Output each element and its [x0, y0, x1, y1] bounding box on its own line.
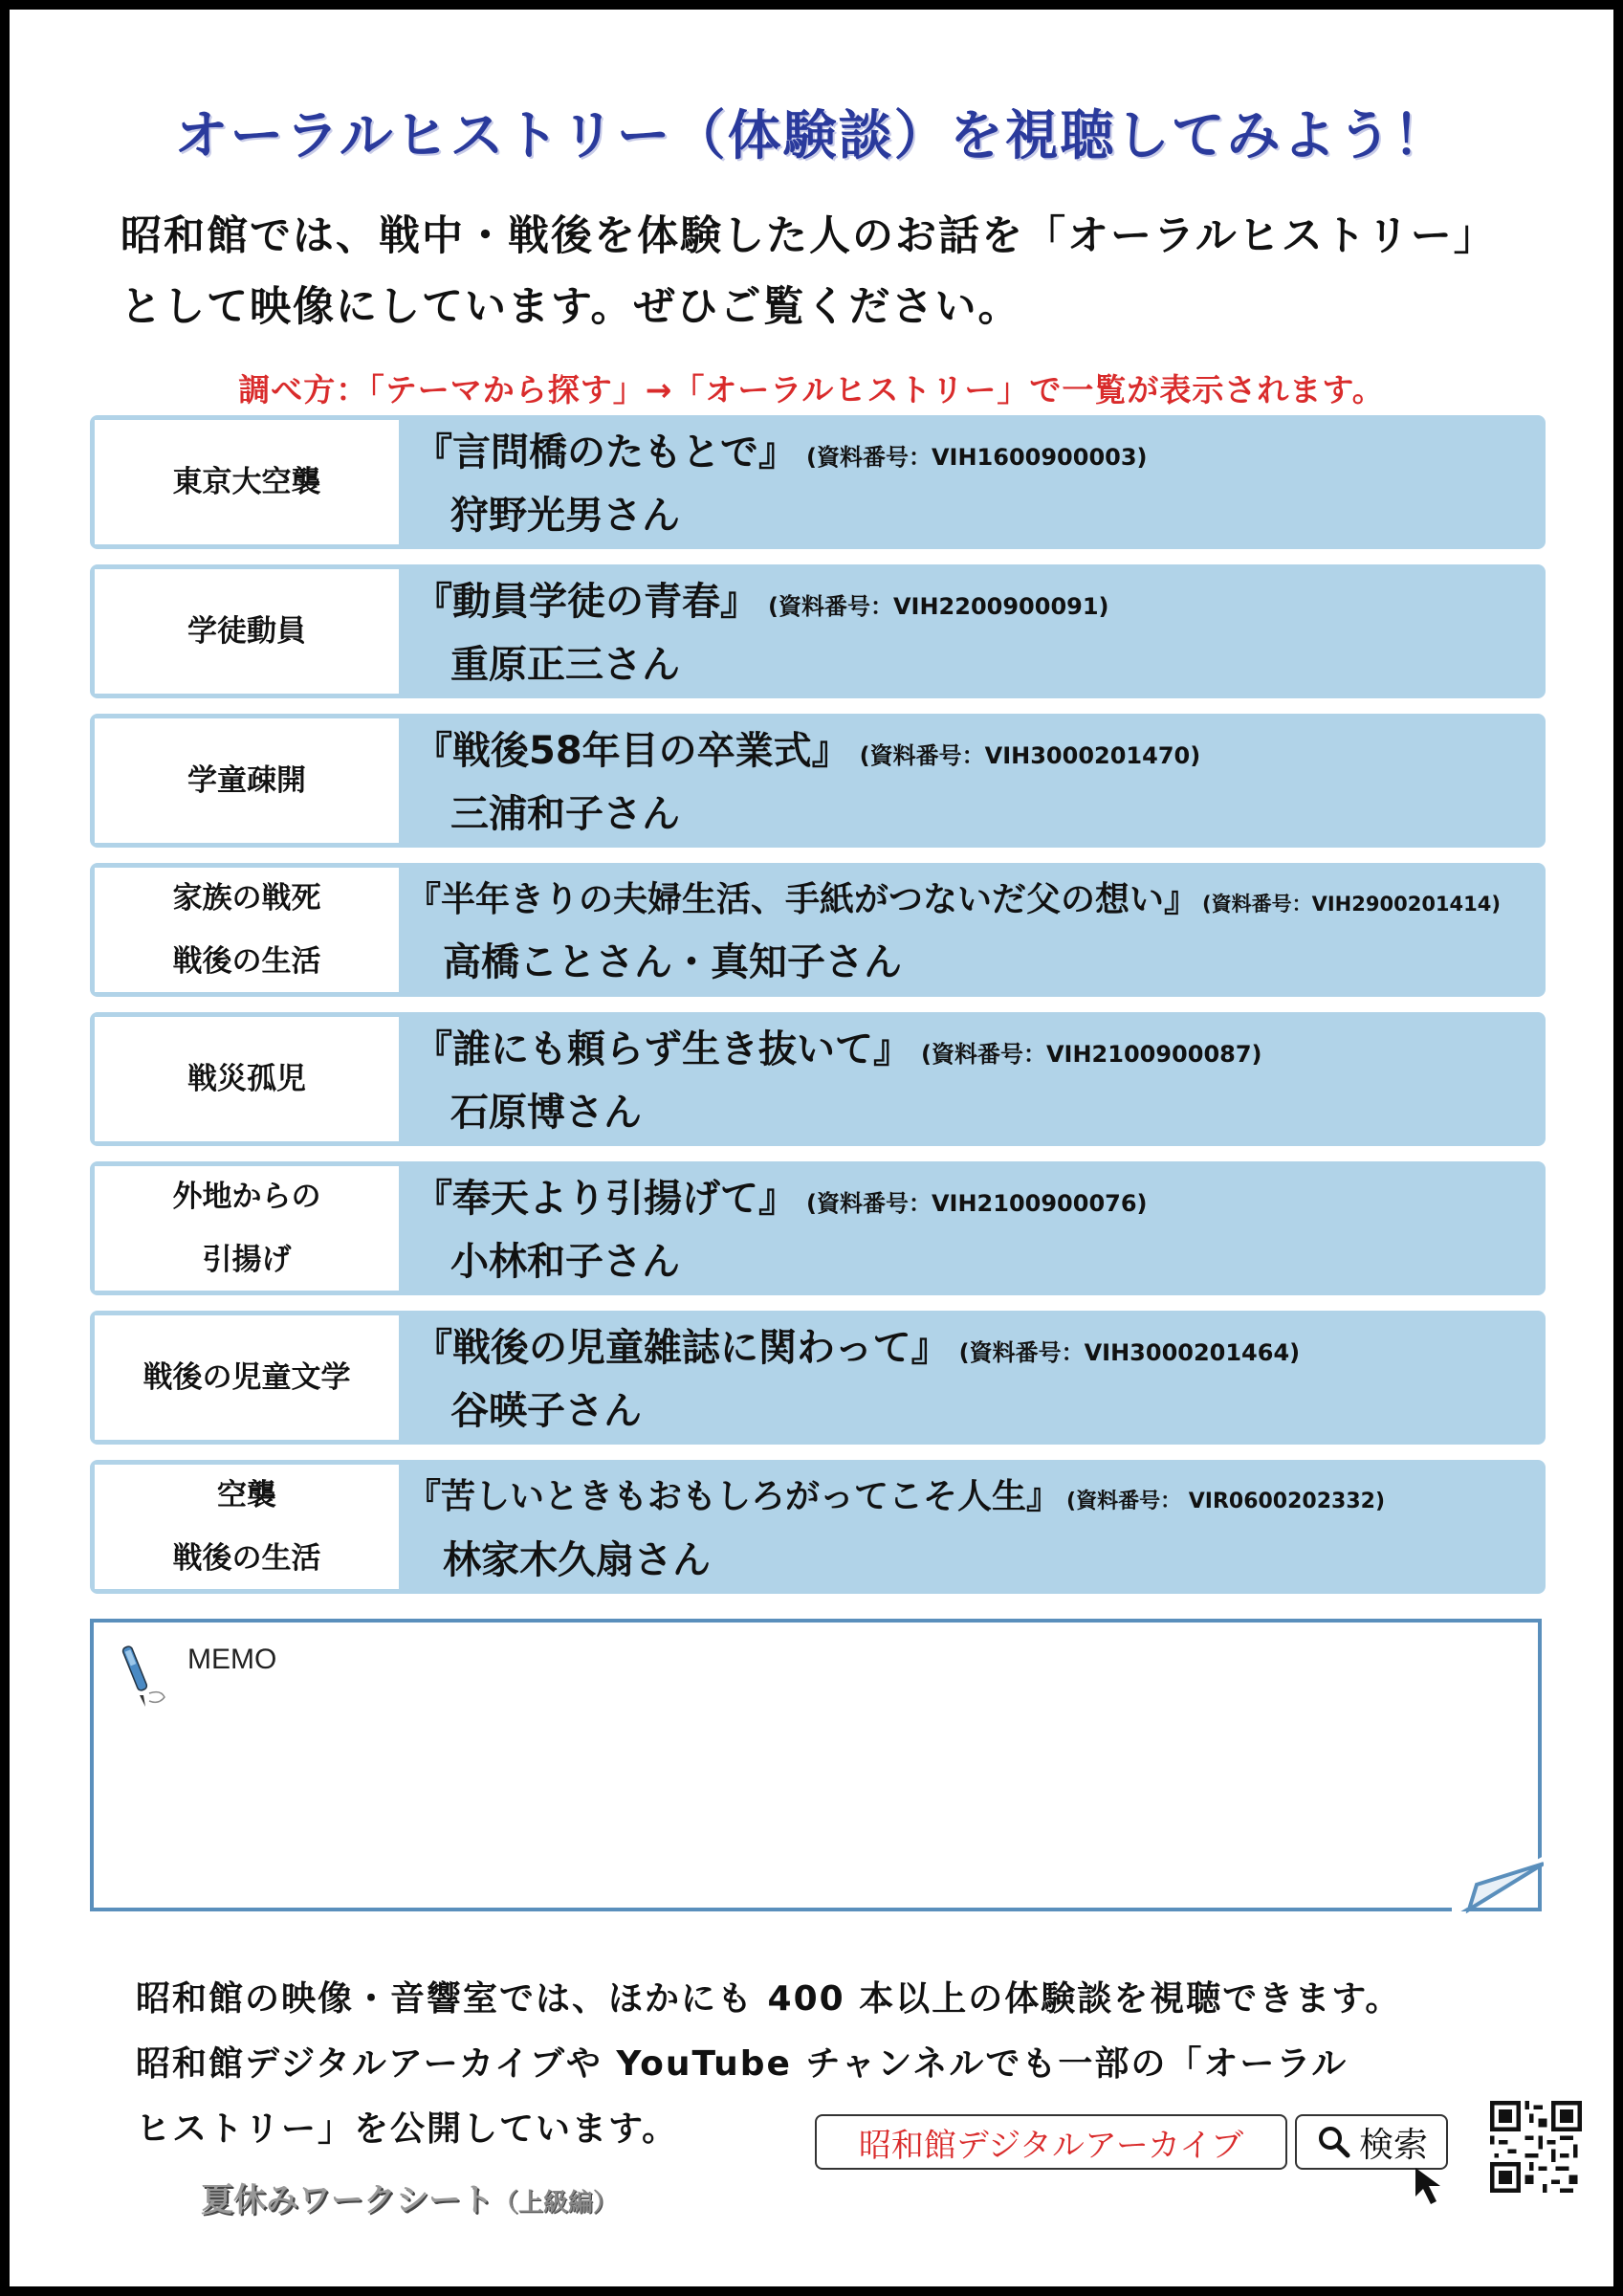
reference-number: (資料番号：VIH3000201470) — [859, 742, 1201, 769]
howto-instructions: 調べ方：「テーマから探す」→「オーラルヒストリー」で一覧が表示されます。 — [238, 371, 1385, 408]
worksheet-label — [201, 2174, 618, 2220]
theme-cell — [95, 1017, 399, 1141]
oral-history-row — [90, 863, 1546, 997]
film-title: 『苦しいときもおもしろがってこそ人生』 — [406, 1477, 1062, 1516]
oral-history-list — [90, 415, 1546, 1609]
film-info — [414, 1170, 1533, 1292]
search-button[interactable] — [1295, 2114, 1448, 2170]
theme-label-2: 戦後の生活 — [172, 944, 321, 979]
footer-line-1: 昭和館の映像・音響室では、ほかにも 400 本以上の体験談を視聴できます。 — [136, 1979, 1402, 2019]
film-title: 『言問橋のたもとで』 — [414, 430, 797, 475]
film-info — [414, 1021, 1533, 1142]
speaker-name: 小林和子さん — [450, 1240, 680, 1284]
theme-cell — [95, 420, 399, 544]
film-title: 『誰にも頼らず生き抜いて』 — [414, 1027, 911, 1071]
theme-cell — [95, 1315, 399, 1440]
film-title: 『戦後58年目の卒業式』 — [414, 729, 850, 773]
footer-line-3: ヒストリー」を公開しています。 — [136, 2109, 679, 2149]
memo-box[interactable] — [90, 1619, 1542, 1911]
worksheet-level: （上級編） — [493, 2189, 619, 2218]
theme-label: 学童疎開 — [187, 763, 306, 798]
theme-label: 戦災孤児 — [187, 1062, 306, 1096]
memo-label: MEMO — [187, 1644, 277, 1675]
theme-cell — [95, 569, 399, 694]
speaker-name: 高橋ことさん・真知子さん — [443, 940, 902, 984]
oral-history-row — [90, 564, 1546, 698]
search-icon — [1315, 2123, 1353, 2161]
qr-code-icon — [1490, 2101, 1582, 2193]
film-info — [414, 1319, 1533, 1441]
reference-number: (資料番号：VIH2200900091) — [768, 593, 1109, 620]
film-info — [406, 872, 1533, 992]
speaker-name: 狩野光男さん — [450, 494, 680, 538]
theme-cell — [95, 1465, 399, 1589]
film-info — [406, 1468, 1533, 1590]
film-title: 『動員学徒の青春』 — [414, 580, 758, 624]
theme-label: 外地からの — [172, 1180, 321, 1214]
cursor-icon — [1412, 2164, 1458, 2210]
theme-label-2: 戦後の生活 — [172, 1541, 321, 1576]
worksheet-title: 夏休みワークシート — [201, 2181, 493, 2219]
theme-cell — [95, 718, 399, 843]
film-title: 『奉天より引揚げて』 — [414, 1177, 797, 1221]
search-button-label: 検索 — [1358, 2125, 1428, 2165]
speaker-name: 重原正三さん — [450, 643, 680, 687]
theme-cell — [95, 868, 399, 992]
oral-history-row — [90, 1161, 1546, 1295]
speaker-name: 三浦和子さん — [450, 792, 680, 836]
film-title: 『戦後の児童雑誌に関わって』 — [414, 1326, 950, 1370]
search-query: 昭和館デジタルアーカイブ — [858, 2126, 1244, 2165]
film-info — [414, 424, 1533, 545]
film-info — [414, 722, 1533, 844]
speaker-name: 谷暎子さん — [450, 1389, 642, 1433]
theme-cell — [95, 1166, 399, 1291]
reference-number: (資料番号：VIH2100900076) — [806, 1190, 1148, 1217]
worksheet-page — [10, 10, 1613, 2286]
theme-label: 東京大空襲 — [172, 465, 321, 499]
oral-history-row — [90, 1012, 1546, 1146]
intro-line-2: として映像にしています。ぜひご覧ください。 — [121, 283, 1021, 331]
page-curl-icon — [1452, 1856, 1544, 1913]
search-input[interactable] — [815, 2114, 1287, 2170]
theme-label: 家族の戦死 — [172, 881, 321, 916]
oral-history-row — [90, 415, 1546, 549]
reference-number: (資料番号：VIH1600900003) — [806, 444, 1148, 471]
reference-number: (資料番号：VIH2900201414) — [1202, 893, 1501, 916]
intro-line-1: 昭和館では、戦中・戦後を体験した人のお話を「オーラルヒストリー」 — [121, 212, 1497, 260]
theme-label-2: 引揚げ — [202, 1243, 292, 1277]
film-title: 『半年きりの夫婦生活、手紙がつないだ父の想い』 — [406, 880, 1199, 919]
reference-number: (資料番号： VIR0600202332) — [1066, 1490, 1386, 1513]
film-info — [414, 573, 1533, 695]
footer-line-2: 昭和館デジタルアーカイブや YouTube チャンネルでも一部の「オーラル — [136, 2044, 1349, 2084]
oral-history-row — [90, 1311, 1546, 1445]
theme-label: 戦後の児童文学 — [143, 1360, 351, 1395]
theme-label: 空襲 — [217, 1478, 276, 1512]
speaker-name: 石原博さん — [450, 1091, 642, 1135]
page-title: オーラルヒストリー（体験談）を視聴してみよう！ — [174, 105, 1449, 167]
reference-number: (資料番号：VIH3000201464) — [958, 1339, 1301, 1366]
intro-text — [121, 201, 1536, 342]
oral-history-row — [90, 714, 1546, 848]
speaker-name: 林家木久扇さん — [443, 1538, 711, 1582]
reference-number: (資料番号：VIH2100900087) — [921, 1041, 1262, 1068]
pen-icon — [111, 1642, 187, 1718]
oral-history-row — [90, 1460, 1546, 1594]
theme-label: 学徒動員 — [187, 614, 306, 649]
